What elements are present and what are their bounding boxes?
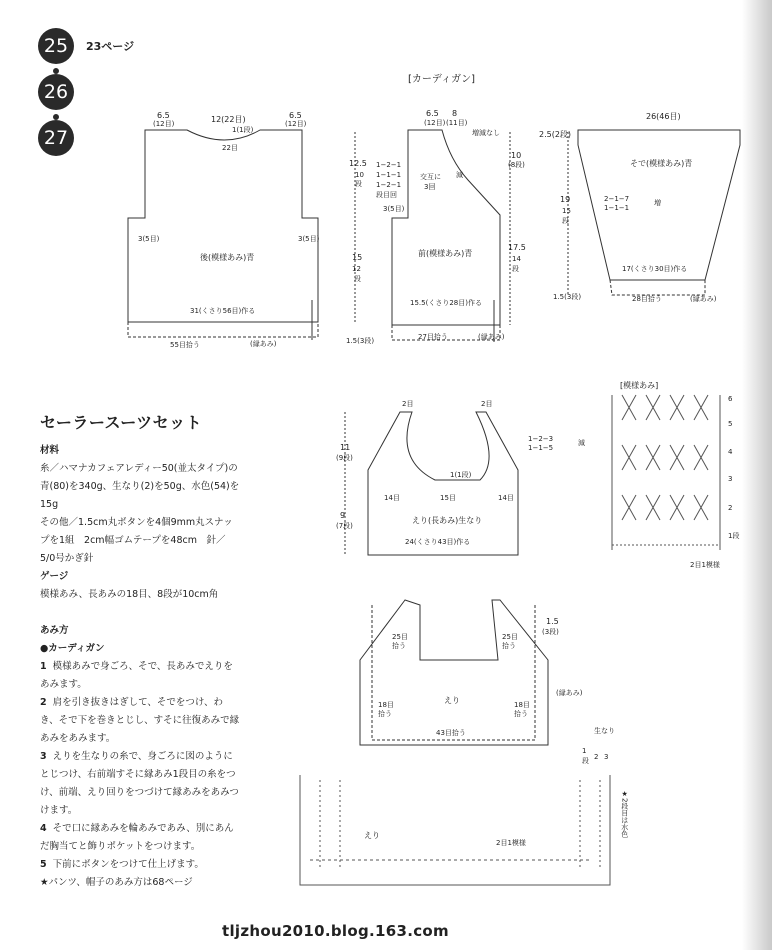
sleeve-label: (縁あみ) bbox=[690, 295, 717, 303]
sleeve-label: 28目拾う bbox=[632, 295, 662, 303]
sleeve-label: 19 bbox=[560, 195, 571, 204]
step-text: 肩を引き抜きはぎして、そでをつけ、わき、そで下を巻きとじし、すそに往復あみで縁あみをあみます。 bbox=[40, 697, 240, 744]
stitch-pattern-chart bbox=[612, 395, 720, 550]
front-label: (縁あみ) bbox=[478, 333, 505, 341]
front-label: 27目拾う bbox=[418, 333, 448, 341]
gauge-section bbox=[40, 568, 240, 604]
sleeve-label: 段 bbox=[562, 217, 569, 225]
collar-edge-label: 拾う bbox=[502, 642, 516, 650]
edging-label: 3 bbox=[604, 753, 609, 761]
method-step bbox=[40, 748, 240, 820]
step-text: 下前にボタンをつけて仕上げます。 bbox=[52, 859, 204, 870]
method-step bbox=[40, 694, 240, 748]
collar-label: 14目 bbox=[384, 494, 400, 502]
back-label: 55目拾う bbox=[170, 341, 200, 349]
step-number: 5 bbox=[40, 859, 47, 870]
pattern-row-label: 4 bbox=[728, 448, 733, 456]
step-number: 4 bbox=[40, 823, 47, 834]
back-label: 12(22目) bbox=[211, 115, 246, 124]
edging-chart bbox=[300, 775, 610, 885]
edging-label: 2 bbox=[594, 753, 599, 761]
edging-label: 生なり bbox=[594, 727, 615, 735]
gauge-line: 模様あみ、長あみの18目、8段が10cm角 bbox=[40, 589, 219, 600]
pattern-row-label: 3 bbox=[728, 475, 733, 483]
front-label: 減 bbox=[456, 171, 463, 179]
cardigan-section-title: [カーディガン] bbox=[408, 74, 476, 85]
collar-label: 14目 bbox=[498, 494, 514, 502]
front-label: 1−2−1 bbox=[376, 161, 402, 169]
front-label: 1−2−1 bbox=[376, 181, 402, 189]
collar-label: えり(長あみ)生なり bbox=[412, 516, 483, 525]
back-label: 15 bbox=[352, 253, 363, 262]
collar-edge-label: 25目 bbox=[502, 633, 518, 641]
collar-edge-label: 18目 bbox=[378, 701, 394, 709]
front-label: 17.5 bbox=[508, 243, 526, 252]
collar-edge-label: 拾う bbox=[514, 710, 528, 718]
pattern-title: [模様あみ] bbox=[620, 381, 659, 390]
step-number: 2 bbox=[40, 697, 47, 708]
front-label: 10 bbox=[511, 151, 522, 160]
collar-label: 2目 bbox=[402, 400, 414, 408]
collar-label: 1−2−3 bbox=[528, 435, 554, 443]
pattern-title-main: セーラースーツセット bbox=[40, 413, 203, 432]
sleeve-label: 26(46目) bbox=[646, 112, 681, 121]
front-label: 1−1−1 bbox=[376, 171, 402, 179]
edging-label: 1 bbox=[582, 747, 587, 755]
back-label: 31(くさり56目)作る bbox=[190, 307, 256, 315]
back-outline bbox=[128, 130, 318, 322]
collar-edge-label: えり bbox=[444, 696, 460, 705]
sleeve-label: そで(模様あみ)青 bbox=[630, 159, 693, 168]
materials-line: その他／1.5cm丸ボタンを4個9mm丸スナップを1組 2cm幅ゴムテープを48cm 針／5/0号かぎ針 bbox=[40, 517, 233, 564]
method-note: ★パンツ、帽子のあみ方は68ページ bbox=[40, 877, 193, 888]
sleeve-label: 1−1−1 bbox=[604, 204, 630, 212]
method-subheading: ●カーディガン bbox=[40, 643, 105, 654]
watermark: tljzhou2010.blog.163.com bbox=[222, 922, 449, 940]
collar-edge-label: 1.5 bbox=[546, 617, 559, 626]
collar-edge-outline bbox=[360, 600, 548, 745]
collar-label: 9 bbox=[340, 511, 346, 520]
method-step bbox=[40, 856, 240, 874]
front-label: 前(模様あみ)青 bbox=[418, 249, 473, 258]
back-edge-band bbox=[128, 322, 318, 337]
back-label: 10 bbox=[355, 171, 364, 179]
front-label: 3回 bbox=[424, 183, 436, 191]
back-label: 6.5 bbox=[157, 111, 170, 120]
step-number: 1 bbox=[40, 661, 47, 672]
pattern-row-label: 5 bbox=[728, 420, 733, 428]
front-outline bbox=[392, 130, 500, 325]
materials-line: 糸／ハマナカフェアレディー50(並太タイプ)の青(80)を340g、生なり(2)を50g、水色(54)を15g bbox=[40, 463, 240, 510]
pattern-row-label: 6 bbox=[728, 395, 733, 403]
step-text: そで口に縁あみを輪あみであみ、別にあんだ胸当てと飾りポケットをつけます。 bbox=[40, 823, 234, 852]
front-label: (11目) bbox=[446, 119, 468, 127]
materials-heading: 材料 bbox=[40, 445, 60, 456]
back-label: 3(5目) bbox=[138, 235, 160, 243]
method-step bbox=[40, 820, 240, 856]
gauge-heading: ゲージ bbox=[40, 571, 69, 582]
collar-edge-label: 43目拾う bbox=[436, 729, 466, 737]
back-label: 12.5 bbox=[349, 159, 367, 168]
collar-edge-label: 18目 bbox=[514, 701, 530, 709]
sleeve-label: 増 bbox=[654, 199, 661, 207]
back-label: (12目) bbox=[153, 120, 175, 128]
back-label: 段 bbox=[355, 180, 362, 188]
collar-label: (9段) bbox=[336, 454, 353, 462]
collar-label: 24(くさり43目)作る bbox=[405, 538, 471, 546]
back-label: 後(模様あみ)青 bbox=[200, 253, 255, 262]
page-badge-26: 26 bbox=[38, 74, 74, 110]
back-label: 12 bbox=[352, 265, 361, 273]
collar-label: 1(1段) bbox=[450, 471, 472, 479]
front-label: 交互に bbox=[420, 173, 441, 181]
sleeve-label: 17(くさり30目)作る bbox=[622, 265, 688, 273]
method-heading: あみ方 bbox=[40, 625, 69, 636]
edging-label: 段 bbox=[582, 757, 589, 765]
back-label: 1.5(3段) bbox=[346, 337, 375, 345]
step-text: えりを生なりの糸で、身ごろに図のようにとじつけ、右前端すそに縁あみ1段目の糸をつけ、前端、えり回りをつづけて縁あみをあみつけます。 bbox=[40, 751, 239, 816]
front-label: (8段) bbox=[508, 161, 525, 169]
page-reference: 23ページ bbox=[86, 40, 135, 53]
back-label: 3(5目) bbox=[298, 235, 320, 243]
front-label: 増減なし bbox=[472, 129, 500, 137]
pattern-row-label: 1段 bbox=[728, 532, 740, 540]
method-section bbox=[40, 622, 240, 892]
page-badge-25: 25 bbox=[38, 28, 74, 64]
collar-edge-label: 拾う bbox=[378, 710, 392, 718]
front-label: 段目回 bbox=[376, 191, 397, 199]
back-label: (縁あみ) bbox=[250, 340, 277, 348]
back-label: 6.5 bbox=[289, 111, 302, 120]
front-label: 段 bbox=[512, 265, 519, 273]
page-badge-27: 27 bbox=[38, 120, 74, 156]
front-label: 15.5(くさり28目)作る bbox=[410, 299, 482, 307]
front-label: 14 bbox=[512, 255, 521, 263]
collar-label: 2目 bbox=[481, 400, 493, 408]
front-label: 6.5 bbox=[426, 109, 439, 118]
page-gutter-shadow bbox=[742, 0, 772, 950]
edging-label: えり bbox=[364, 831, 380, 840]
collar-edge-label: 拾う bbox=[392, 642, 406, 650]
back-label: (12目) bbox=[285, 120, 307, 128]
collar-label: 15目 bbox=[440, 494, 456, 502]
materials-section bbox=[40, 442, 240, 568]
front-label: (12目) bbox=[424, 119, 446, 127]
front-label: 8 bbox=[452, 109, 458, 118]
collar-edge-label: (3段) bbox=[542, 628, 559, 636]
pattern-repeat: 2目1模様 bbox=[690, 561, 720, 569]
edging-label: 2目1模様 bbox=[496, 839, 526, 847]
back-label: 1(1段) bbox=[232, 126, 254, 134]
pattern-row-label: 2 bbox=[728, 504, 733, 512]
front-label: 3(5目) bbox=[383, 205, 405, 213]
back-label: 22目 bbox=[222, 144, 238, 152]
collar-label: 1−1−5 bbox=[528, 444, 554, 452]
step-number: 3 bbox=[40, 751, 47, 762]
collar-label: 減 bbox=[578, 439, 585, 447]
step-text: 模様あみで身ごろ、そで、長あみでえりをあみます。 bbox=[40, 661, 233, 690]
collar-label: (7段) bbox=[336, 522, 353, 530]
sleeve-label: 2.5(2段) bbox=[539, 130, 572, 139]
edging-note: ★2段目は水色 bbox=[620, 790, 629, 838]
sleeve-label: 2−1−7 bbox=[604, 195, 630, 203]
sleeve-label: 1.5(3段) bbox=[553, 293, 582, 301]
collar-outline bbox=[368, 412, 518, 555]
back-label: 段 bbox=[354, 275, 361, 283]
collar-label: 11 bbox=[340, 443, 351, 452]
collar-edge-label: 25目 bbox=[392, 633, 408, 641]
sleeve-label: 15 bbox=[562, 207, 571, 215]
method-step bbox=[40, 658, 240, 694]
collar-edge-label: (縁あみ) bbox=[556, 689, 583, 697]
